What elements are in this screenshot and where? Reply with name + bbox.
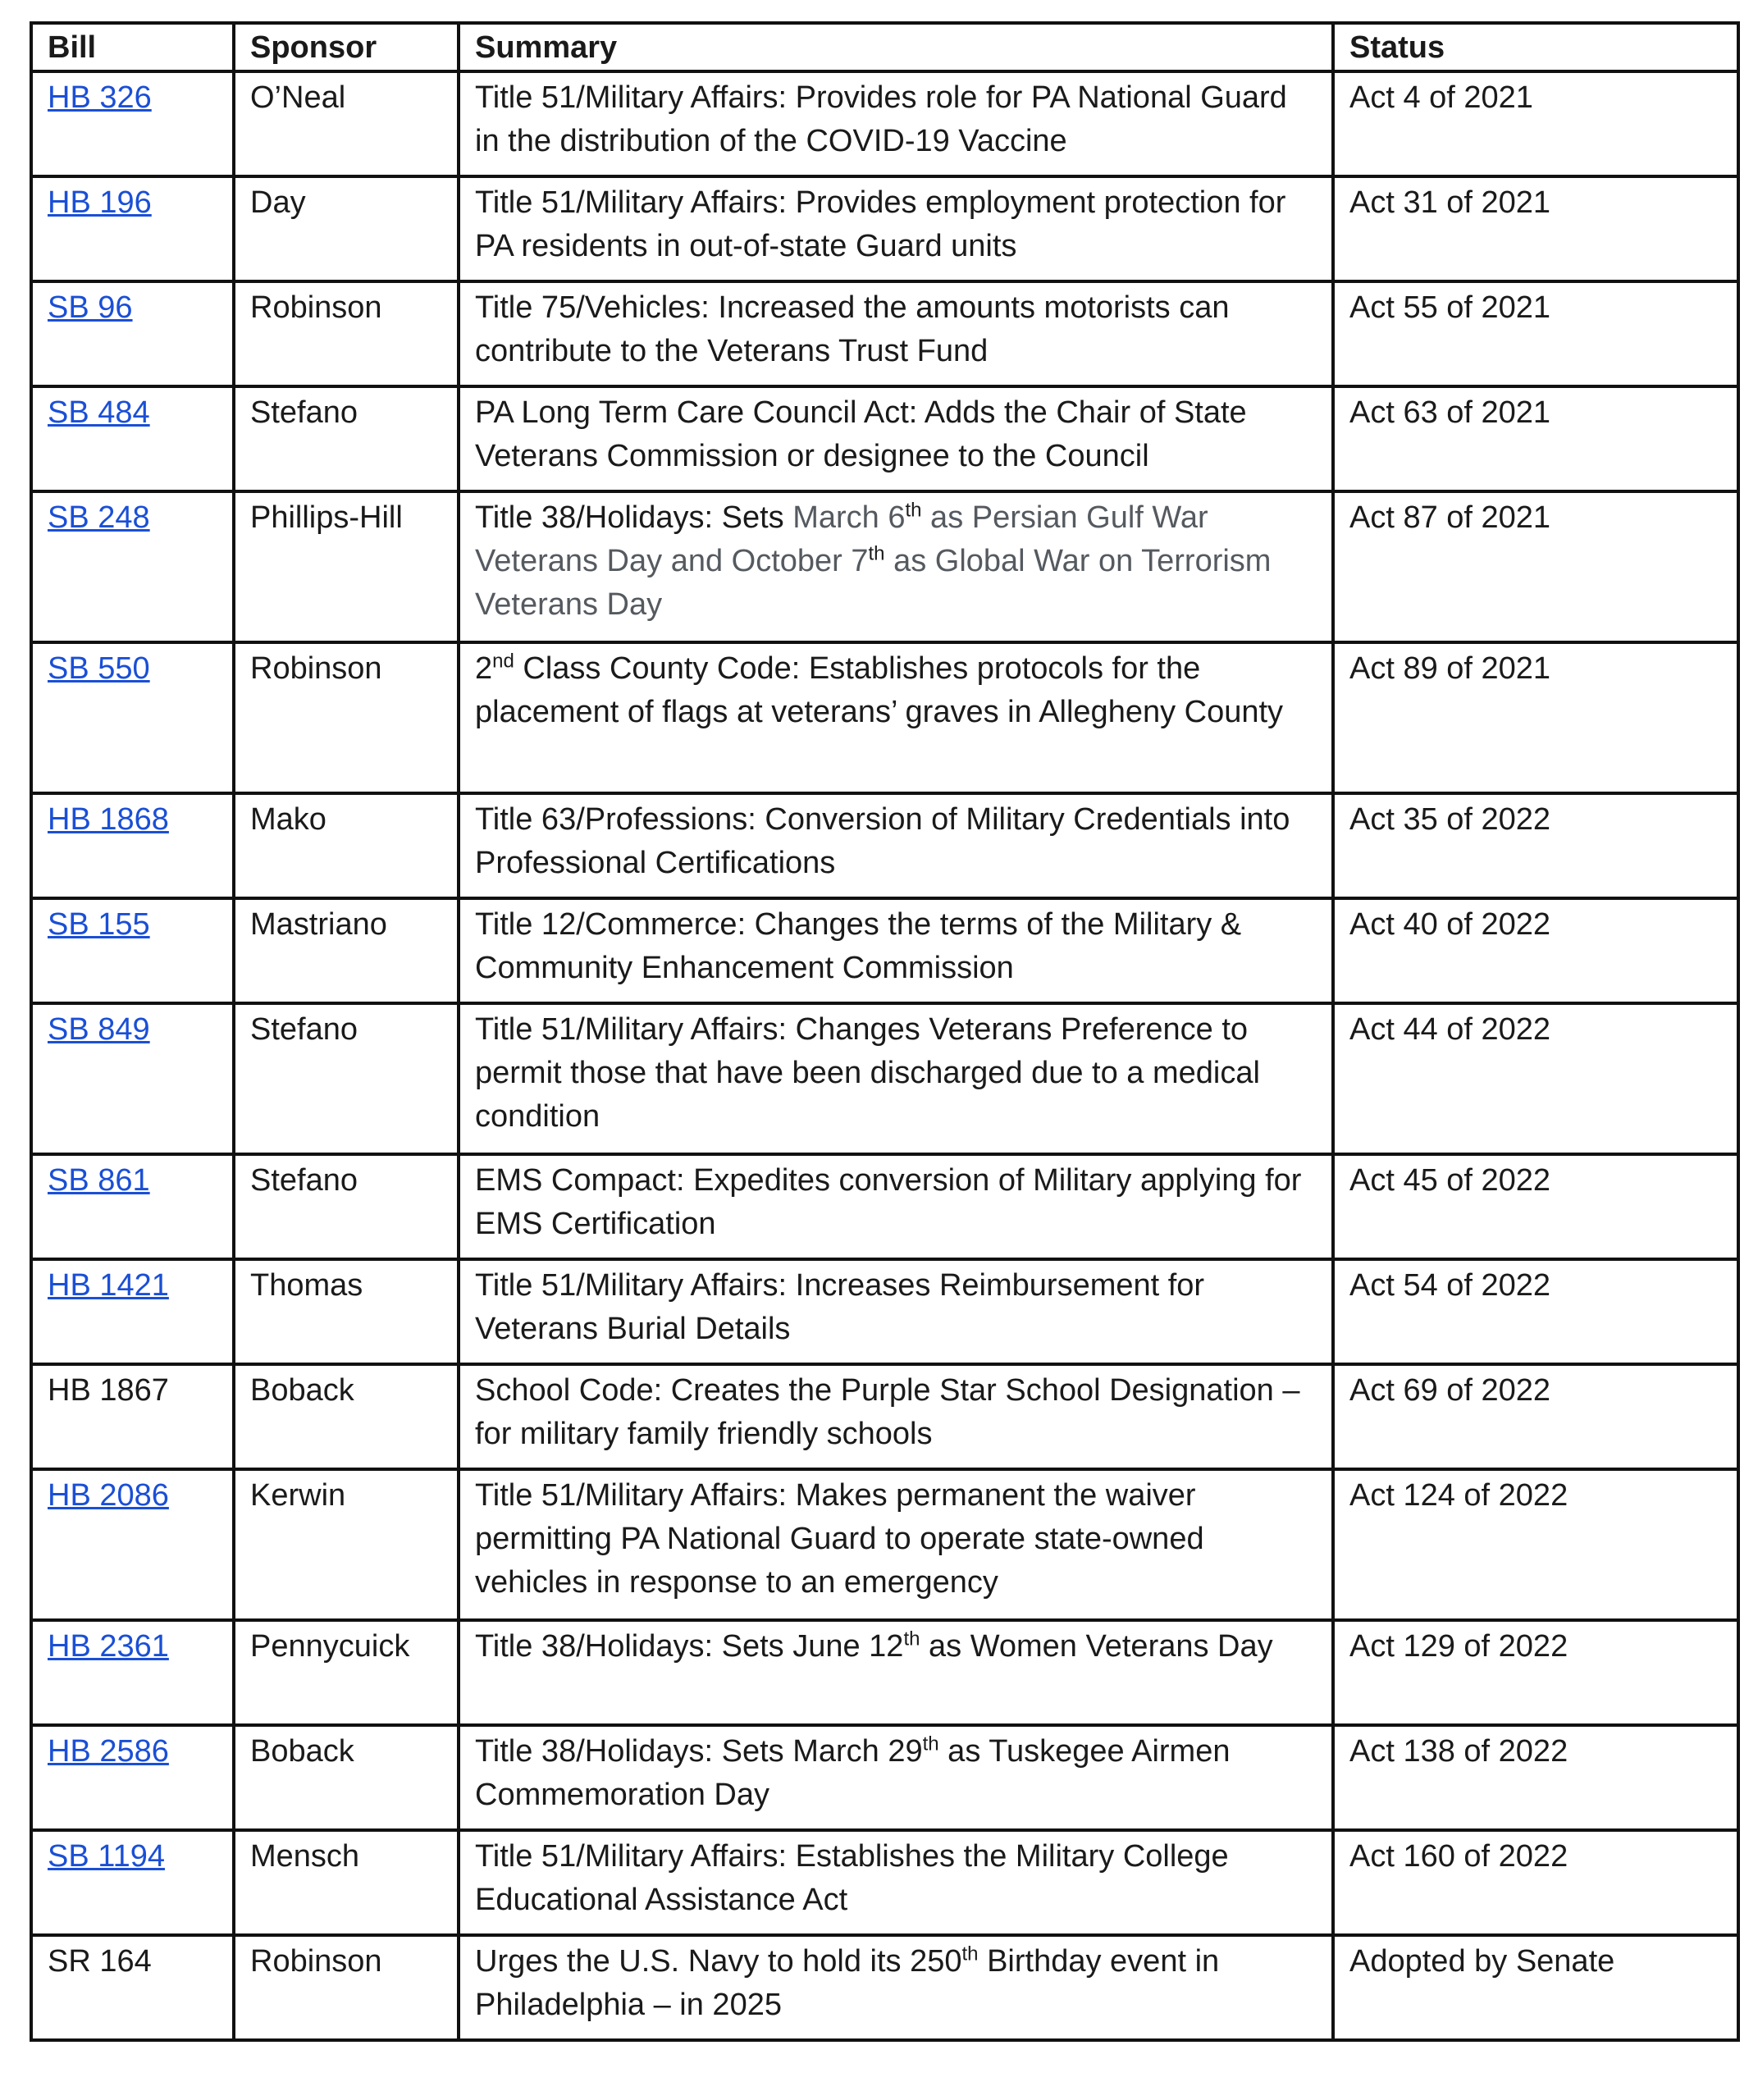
bill-cell <box>31 176 234 281</box>
status-cell: Act 129 of 2022 <box>1333 1620 1738 1725</box>
bill-cell <box>31 1725 234 1830</box>
status-cell: Act 89 of 2021 <box>1333 642 1738 793</box>
sponsor-cell: Robinson <box>234 281 459 386</box>
bill-label: SR 164 <box>48 1944 152 1979</box>
summary-text: Title 51/Military Affairs: Increases Reimbursement for Veterans Burial Details <box>475 1268 1205 1346</box>
table-row <box>31 71 1738 176</box>
summary-text: Title 38/Holidays: Sets March 29 <box>475 1734 923 1769</box>
summary-cell <box>459 176 1333 281</box>
bill-link[interactable]: HB 1421 <box>48 1268 169 1303</box>
bill-link[interactable]: SB 1194 <box>48 1839 165 1874</box>
status-cell: Act 69 of 2022 <box>1333 1364 1738 1469</box>
summary-cell <box>459 1259 1333 1364</box>
status-cell: Adopted by Senate <box>1333 1935 1738 2040</box>
bill-link[interactable]: SB 248 <box>48 500 150 535</box>
header-row <box>31 23 1738 71</box>
summary-text: Title 38/Holidays: Sets <box>475 500 793 535</box>
summary-text: Title 12/Commerce: Changes the terms of the Military & Community Enhancement Commission <box>475 907 1242 985</box>
summary-cell <box>459 1935 1333 2040</box>
summary-cell <box>459 1003 1333 1154</box>
sponsor-cell: Stefano <box>234 386 459 491</box>
table-row <box>31 1154 1738 1259</box>
table-row <box>31 898 1738 1003</box>
summary-text: Title 51/Military Affairs: Makes permanent the waiver permitting PA National Guard to operate state-owned vehicles in response to an emergency <box>475 1478 1204 1600</box>
bill-cell <box>31 1830 234 1935</box>
summary-text: as Global War on Terrorism Veterans Day <box>475 544 1272 622</box>
summary-text: Urges the U.S. Navy to hold its 250 <box>475 1944 962 1979</box>
sponsor-cell: Robinson <box>234 1935 459 2040</box>
status-cell: Act 4 of 2021 <box>1333 71 1738 176</box>
summary-text: Birthday event in Philadelphia – in 2025 <box>475 1944 1220 2022</box>
summary-superscript: th <box>961 1942 979 1965</box>
sponsor-cell: Kerwin <box>234 1469 459 1620</box>
summary-superscript: th <box>868 542 885 565</box>
sponsor-cell: Boback <box>234 1364 459 1469</box>
summary-cell <box>459 281 1333 386</box>
header-bill: Bill <box>31 23 234 71</box>
summary-cell <box>459 1725 1333 1830</box>
sponsor-cell: Boback <box>234 1725 459 1830</box>
bill-link[interactable]: HB 326 <box>48 80 152 115</box>
bill-cell <box>31 491 234 642</box>
status-cell: Act 44 of 2022 <box>1333 1003 1738 1154</box>
bill-cell <box>31 642 234 793</box>
bill-link[interactable]: HB 2361 <box>48 1629 169 1664</box>
summary-superscript: th <box>903 1628 920 1650</box>
table-row <box>31 1725 1738 1830</box>
table-body <box>31 71 1738 2040</box>
sponsor-cell: Pennycuick <box>234 1620 459 1725</box>
summary-superscript: th <box>922 1732 939 1755</box>
summary-text: Title 38/Holidays: Sets June 12 <box>475 1629 904 1664</box>
bill-cell <box>31 71 234 176</box>
sponsor-cell: Mako <box>234 793 459 898</box>
status-cell: Act 35 of 2022 <box>1333 793 1738 898</box>
summary-cell <box>459 642 1333 793</box>
summary-cell <box>459 1154 1333 1259</box>
status-cell: Act 87 of 2021 <box>1333 491 1738 642</box>
table-row <box>31 1003 1738 1154</box>
sponsor-cell: Stefano <box>234 1154 459 1259</box>
bill-link[interactable]: HB 2586 <box>48 1734 169 1769</box>
bill-cell <box>31 1003 234 1154</box>
summary-text: as Women Veterans Day <box>920 1629 1273 1664</box>
bill-cell <box>31 793 234 898</box>
status-cell: Act 40 of 2022 <box>1333 898 1738 1003</box>
bill-link[interactable]: SB 155 <box>48 907 150 942</box>
summary-cell <box>459 1620 1333 1725</box>
summary-text: Title 63/Professions: Conversion of Military Credentials into Professional Certifications <box>475 802 1290 880</box>
summary-text: Title 51/Military Affairs: Establishes the Military College Educational Assistance Act <box>475 1839 1229 1917</box>
summary-text: Class County Code: Establishes protocols for the placement of flags at veterans’ graves in Allegheny County <box>475 651 1284 729</box>
sponsor-cell: Thomas <box>234 1259 459 1364</box>
bill-cell <box>31 1154 234 1259</box>
header-sponsor: Sponsor <box>234 23 459 71</box>
bill-link[interactable]: HB 2086 <box>48 1478 169 1513</box>
bill-link[interactable]: HB 196 <box>48 185 152 220</box>
status-cell: Act 63 of 2021 <box>1333 386 1738 491</box>
table-row <box>31 793 1738 898</box>
table-row <box>31 642 1738 793</box>
sponsor-cell: Mensch <box>234 1830 459 1935</box>
summary-cell <box>459 1364 1333 1469</box>
legislation-table <box>30 21 1740 2042</box>
status-cell: Act 160 of 2022 <box>1333 1830 1738 1935</box>
summary-text: Title 51/Military Affairs: Provides role for PA National Guard in the distribution of the COVID-19 Vaccine <box>475 80 1287 158</box>
status-cell: Act 124 of 2022 <box>1333 1469 1738 1620</box>
table-row <box>31 1830 1738 1935</box>
summary-text: Title 51/Military Affairs: Provides employment protection for PA residents in out-of-state Guard units <box>475 185 1286 263</box>
bill-cell <box>31 386 234 491</box>
summary-text: PA Long Term Care Council Act: Adds the Chair of State Veterans Commission or designee to the Council <box>475 395 1247 473</box>
status-cell: Act 55 of 2021 <box>1333 281 1738 386</box>
table-row <box>31 176 1738 281</box>
bill-link[interactable]: SB 849 <box>48 1012 150 1047</box>
table-row <box>31 386 1738 491</box>
summary-cell <box>459 1469 1333 1620</box>
status-cell: Act 54 of 2022 <box>1333 1259 1738 1364</box>
bill-link[interactable]: SB 484 <box>48 395 150 430</box>
summary-text: Title 51/Military Affairs: Changes Veterans Preference to permit those that have been discharged due to a medical condition <box>475 1012 1260 1134</box>
bill-cell <box>31 1469 234 1620</box>
bill-link[interactable]: SB 96 <box>48 290 133 325</box>
table-row <box>31 491 1738 642</box>
summary-superscript: nd <box>492 650 514 673</box>
sponsor-cell: Mastriano <box>234 898 459 1003</box>
summary-text: 2 <box>475 651 493 686</box>
summary-cell <box>459 1830 1333 1935</box>
summary-text: School Code: Creates the Purple Star School Designation – for military family friendly schools <box>475 1373 1300 1451</box>
summary-cell <box>459 386 1333 491</box>
status-cell: Act 138 of 2022 <box>1333 1725 1738 1830</box>
summary-cell <box>459 71 1333 176</box>
bill-link[interactable]: SB 861 <box>48 1163 150 1198</box>
header-summary: Summary <box>459 23 1333 71</box>
table-row <box>31 281 1738 386</box>
bill-cell <box>31 1364 234 1469</box>
table-row <box>31 1620 1738 1725</box>
bill-link[interactable]: HB 1868 <box>48 802 169 837</box>
status-cell: Act 31 of 2021 <box>1333 176 1738 281</box>
summary-cell <box>459 898 1333 1003</box>
bill-cell <box>31 898 234 1003</box>
table-row <box>31 1259 1738 1364</box>
summary-text: as Tuskegee Airmen Commemoration Day <box>475 1734 1231 1812</box>
summary-cell <box>459 491 1333 642</box>
summary-superscript: th <box>905 499 922 522</box>
table-row <box>31 1469 1738 1620</box>
sponsor-cell: Robinson <box>234 642 459 793</box>
summary-text: as Persian Gulf War Veterans Day and October 7 <box>475 500 1208 578</box>
summary-text: Title 75/Vehicles: Increased the amounts motorists can contribute to the Veterans Trust Fund <box>475 290 1230 368</box>
bill-label: HB 1867 <box>48 1373 169 1408</box>
bill-cell <box>31 1259 234 1364</box>
sponsor-cell: Stefano <box>234 1003 459 1154</box>
summary-text: EMS Compact: Expedites conversion of Military applying for EMS Certification <box>475 1163 1302 1241</box>
status-cell: Act 45 of 2022 <box>1333 1154 1738 1259</box>
summary-cell <box>459 793 1333 898</box>
table-row <box>31 1935 1738 2040</box>
summary-text: March 6 <box>792 500 906 535</box>
bill-cell <box>31 1620 234 1725</box>
bill-link[interactable]: SB 550 <box>48 651 150 686</box>
header-status: Status <box>1333 23 1738 71</box>
bill-cell <box>31 1935 234 2040</box>
bill-cell <box>31 281 234 386</box>
sponsor-cell: Phillips-Hill <box>234 491 459 642</box>
sponsor-cell: O’Neal <box>234 71 459 176</box>
sponsor-cell: Day <box>234 176 459 281</box>
table-row <box>31 1364 1738 1469</box>
